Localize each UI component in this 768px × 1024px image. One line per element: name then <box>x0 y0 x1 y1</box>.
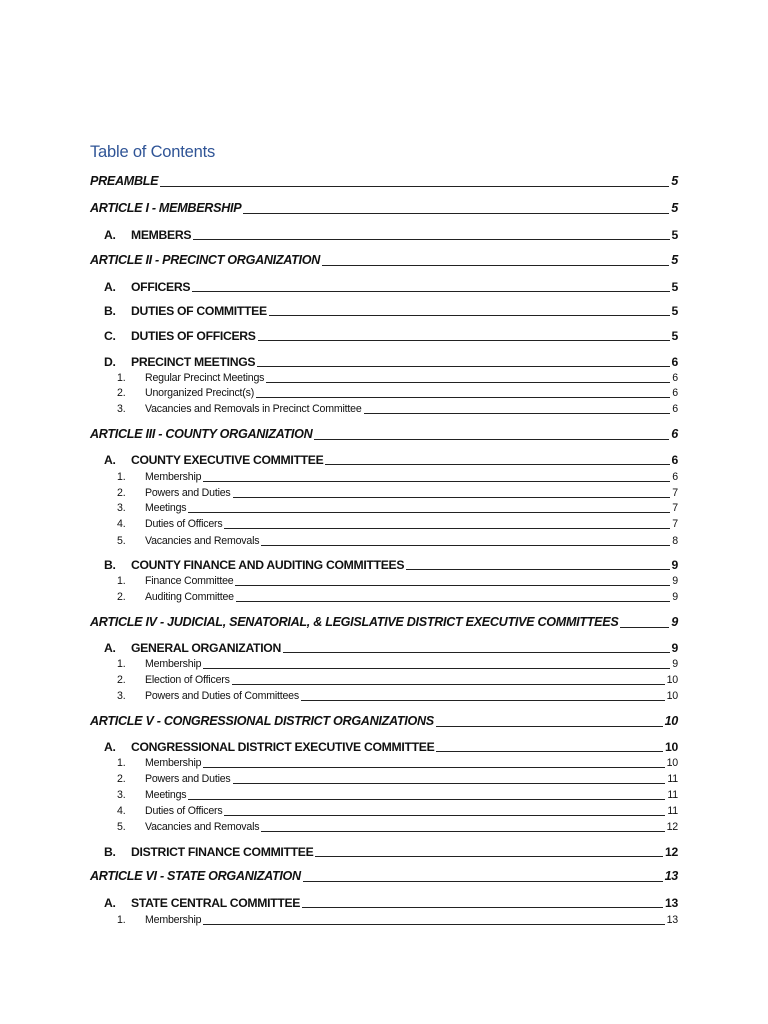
toc-entry-page-number: 5 <box>671 303 678 318</box>
toc-entry-label: ARTICLE II - PRECINCT ORGANIZATION <box>90 253 321 268</box>
toc-entry-page-number: 13 <box>665 895 678 910</box>
toc-entry-label: DUTIES OF OFFICERS <box>131 328 256 343</box>
toc-leader-line <box>233 783 666 784</box>
toc-entry-page-number: 6 <box>671 354 678 369</box>
toc-entry[interactable] <box>90 251 678 267</box>
toc-entry-number: 1. <box>117 471 126 484</box>
toc-entry-label: Membership <box>145 658 202 671</box>
toc-entry-number: B. <box>104 844 116 859</box>
toc-entry-page-number: 11 <box>667 789 678 802</box>
toc-entry-number: 1. <box>117 575 126 588</box>
toc-entry-number: A. <box>104 452 116 467</box>
toc-entry-number: 4. <box>117 518 126 531</box>
toc-entry-label: Vacancies and Removals <box>145 821 260 834</box>
toc-entry-page-number: 12 <box>665 844 678 859</box>
toc-entry-page-number: 5 <box>671 174 678 189</box>
toc-entry-page-number: 10 <box>666 690 678 703</box>
toc-entry[interactable] <box>90 613 678 629</box>
toc-entry-number: A. <box>104 227 116 242</box>
toc-entry[interactable] <box>117 756 678 769</box>
toc-entry-number: 1. <box>117 914 126 927</box>
toc-entry-page-number: 13 <box>666 914 678 927</box>
toc-leader-line <box>232 684 665 685</box>
toc-entry-label: Powers and Duties <box>145 773 231 786</box>
toc-leader-line <box>203 924 664 925</box>
toc-entry[interactable] <box>117 486 678 499</box>
toc-entry-number: 2. <box>117 487 126 500</box>
toc-leader-line <box>364 413 671 414</box>
toc-leader-line <box>436 726 663 727</box>
toc-entry-page-number: 9 <box>671 557 678 572</box>
toc-entry-page-number: 6 <box>671 427 678 442</box>
toc-entry[interactable] <box>90 425 678 441</box>
toc-entry-page-number: 12 <box>666 821 678 834</box>
toc-entry[interactable] <box>104 302 678 317</box>
toc-leader-line <box>203 668 670 669</box>
toc-entry-number: A. <box>104 739 116 754</box>
toc-entry-label: DISTRICT FINANCE COMMITTEE <box>131 844 314 859</box>
toc-leader-line <box>203 767 664 768</box>
toc-entry[interactable] <box>90 712 678 728</box>
toc-leader-line <box>257 366 669 367</box>
toc-entry-label: ARTICLE III - COUNTY ORGANIZATION <box>90 427 313 442</box>
toc-entry[interactable] <box>117 913 678 926</box>
toc-entry-page-number: 5 <box>671 253 678 268</box>
toc-entry-label: Unorganized Precinct(s) <box>145 387 255 400</box>
toc-entry-label: Finance Committee <box>145 575 234 588</box>
toc-leader-line <box>302 907 663 908</box>
toc-entry-page-number: 9 <box>671 615 678 630</box>
toc-leader-line <box>266 382 670 383</box>
toc-entry-page-number: 5 <box>671 279 678 294</box>
toc-leader-line <box>620 627 669 628</box>
toc-leader-line <box>188 512 670 513</box>
toc-entry-page-number: 7 <box>672 502 678 515</box>
toc-entry-label: COUNTY EXECUTIVE COMMITTEE <box>131 452 324 467</box>
toc-entry[interactable] <box>117 657 678 670</box>
toc-entry[interactable] <box>117 517 678 530</box>
toc-entry-label: MEMBERS <box>131 227 192 242</box>
toc-entry-page-number: 6 <box>672 372 678 385</box>
toc-entry[interactable] <box>90 172 678 188</box>
toc-entry[interactable] <box>117 788 678 801</box>
toc-entry[interactable] <box>117 689 678 702</box>
toc-entry-number: 2. <box>117 773 126 786</box>
toc-entry-label: Regular Precinct Meetings <box>145 372 265 385</box>
toc-entry-page-number: 10 <box>666 757 678 770</box>
toc-entry[interactable] <box>104 327 678 342</box>
toc-entry-label: Membership <box>145 757 202 770</box>
toc-entry-label: Meetings <box>145 502 187 515</box>
toc-entry[interactable] <box>90 199 678 215</box>
toc-entry[interactable] <box>104 278 678 293</box>
toc-leader-line <box>436 751 663 752</box>
toc-entry[interactable] <box>104 639 678 654</box>
toc-entry[interactable] <box>117 590 678 603</box>
toc-leader-line <box>235 585 670 586</box>
toc-leader-line <box>315 856 663 857</box>
toc-entry-page-number: 7 <box>672 518 678 531</box>
toc-entry-label: ARTICLE VI - STATE ORGANIZATION <box>90 869 301 884</box>
toc-entry-page-number: 6 <box>672 471 678 484</box>
toc-entry-number: 3. <box>117 403 126 416</box>
toc-entry-page-number: 9 <box>672 575 678 588</box>
toc-entry-number: 4. <box>117 805 126 818</box>
toc-leader-line <box>301 700 665 701</box>
toc-leader-line <box>192 291 669 292</box>
toc-entry-number: 1. <box>117 372 126 385</box>
toc-entry-page-number: 5 <box>671 227 678 242</box>
toc-leader-line <box>322 265 669 266</box>
toc-leader-line <box>193 239 669 240</box>
toc-entry-page-number: 5 <box>671 328 678 343</box>
toc-leader-line <box>325 464 669 465</box>
toc-entry-label: Powers and Duties <box>145 487 231 500</box>
toc-entry-number: A. <box>104 640 116 655</box>
toc-entry-label: COUNTY FINANCE AND AUDITING COMMITTEES <box>131 557 405 572</box>
toc-entry-number: 2. <box>117 674 126 687</box>
toc-leader-line <box>160 186 669 187</box>
toc-entry-page-number: 6 <box>672 387 678 400</box>
toc-entry-page-number: 9 <box>671 640 678 655</box>
toc-entry[interactable] <box>104 738 678 753</box>
toc-entry[interactable] <box>117 371 678 384</box>
toc-entry-page-number: 9 <box>672 591 678 604</box>
toc-entry[interactable] <box>117 673 678 686</box>
toc-entry-number: 2. <box>117 591 126 604</box>
toc-entry-number: C. <box>104 328 116 343</box>
toc-entry-label: OFFICERS <box>131 279 191 294</box>
toc-entry[interactable] <box>117 501 678 514</box>
toc-entry[interactable] <box>117 804 678 817</box>
toc-entry-number: D. <box>104 354 116 369</box>
toc-entry-number: 3. <box>117 789 126 802</box>
toc-leader-line <box>269 315 670 316</box>
toc-entry-page-number: 10 <box>664 714 678 729</box>
toc-entry-label: Powers and Duties of Committees <box>145 690 299 703</box>
toc-leader-line <box>233 497 671 498</box>
toc-entry-label: Duties of Officers <box>145 805 223 818</box>
toc-entry-page-number: 10 <box>666 674 678 687</box>
toc-entry-page-number: 7 <box>672 487 678 500</box>
toc-leader-line <box>224 528 670 529</box>
toc-leader-line <box>303 881 663 882</box>
toc-entry[interactable] <box>104 353 678 368</box>
toc-leader-line <box>236 601 670 602</box>
toc-entry[interactable] <box>117 534 678 547</box>
toc-entry-page-number: 5 <box>671 201 678 216</box>
toc-entry-label: GENERAL ORGANIZATION <box>131 640 281 655</box>
toc-entry-label: STATE CENTRAL COMMITTEE <box>131 895 301 910</box>
toc-entry-page-number: 6 <box>671 452 678 467</box>
toc-entry-number: A. <box>104 279 116 294</box>
toc-entry-number: 3. <box>117 502 126 515</box>
toc-entry-number: 1. <box>117 658 126 671</box>
toc-entry-label: ARTICLE V - CONGRESSIONAL DISTRICT ORGANIZATIONS <box>90 714 434 729</box>
toc-entry-number: B. <box>104 303 116 318</box>
toc-entry-label: PRECINCT MEETINGS <box>131 354 256 369</box>
toc-entry-number: B. <box>104 557 116 572</box>
toc-entry-label: Membership <box>145 914 202 927</box>
toc-entry-label: Duties of Officers <box>145 518 223 531</box>
toc-entry[interactable] <box>104 451 678 466</box>
toc-entry-page-number: 13 <box>664 869 678 884</box>
toc-entry-label: DUTIES OF COMMITTEE <box>131 303 267 318</box>
toc-entry-label: ARTICLE IV - JUDICIAL, SENATORIAL, & LEGISLATIVE DISTRICT EXECUTIVE COMMITTEES <box>90 615 619 630</box>
toc-entry[interactable] <box>117 820 678 833</box>
toc-entry-page-number: 10 <box>665 739 678 754</box>
toc-entry-label: CONGRESSIONAL DISTRICT EXECUTIVE COMMITTEE <box>131 739 435 754</box>
toc-entry-number: A. <box>104 895 116 910</box>
toc-entry-page-number: 6 <box>672 403 678 416</box>
toc-entry[interactable] <box>117 402 678 415</box>
toc-entry-number: 5. <box>117 535 126 548</box>
toc-entry-label: Election of Officers <box>145 674 230 687</box>
toc-entry[interactable] <box>104 843 678 858</box>
toc-entry-label: Vacancies and Removals <box>145 535 260 548</box>
toc-leader-line <box>261 545 670 546</box>
toc-entry-page-number: 11 <box>667 805 678 818</box>
toc-leader-line <box>406 569 669 570</box>
toc-entry-page-number: 9 <box>672 658 678 671</box>
toc-entry-number: 3. <box>117 690 126 703</box>
toc-entry-label: Meetings <box>145 789 187 802</box>
toc-leader-line <box>283 652 670 653</box>
toc-leader-line <box>188 799 665 800</box>
toc-leader-line <box>261 831 664 832</box>
toc-entry-label: PREAMBLE <box>90 174 159 189</box>
toc-entry[interactable] <box>104 556 678 571</box>
toc-entry[interactable] <box>90 867 678 883</box>
toc-entry[interactable] <box>117 574 678 587</box>
toc-entry-page-number: 11 <box>667 773 678 786</box>
toc-leader-line <box>256 397 670 398</box>
toc-entry-number: 2. <box>117 387 126 400</box>
toc-entry[interactable] <box>104 894 678 909</box>
toc-entry[interactable] <box>104 226 678 241</box>
toc-leader-line <box>314 439 669 440</box>
toc-leader-line <box>224 815 665 816</box>
toc-leader-line <box>203 481 670 482</box>
toc-entry[interactable] <box>117 470 678 483</box>
toc-leader-line <box>258 340 670 341</box>
toc-entry-page-number: 8 <box>672 535 678 548</box>
toc-entry-label: Vacancies and Removals in Precinct Committee <box>145 403 362 416</box>
toc-entry-label: Auditing Committee <box>145 591 234 604</box>
toc-title: Table of Contents <box>90 143 216 161</box>
toc-entry[interactable] <box>117 386 678 399</box>
toc-entry-label: ARTICLE I - MEMBERSHIP <box>90 201 242 216</box>
toc-entry-label: Membership <box>145 471 202 484</box>
toc-entry-number: 1. <box>117 757 126 770</box>
toc-entry-number: 5. <box>117 821 126 834</box>
toc-entry[interactable] <box>117 772 678 785</box>
toc-leader-line <box>243 213 669 214</box>
